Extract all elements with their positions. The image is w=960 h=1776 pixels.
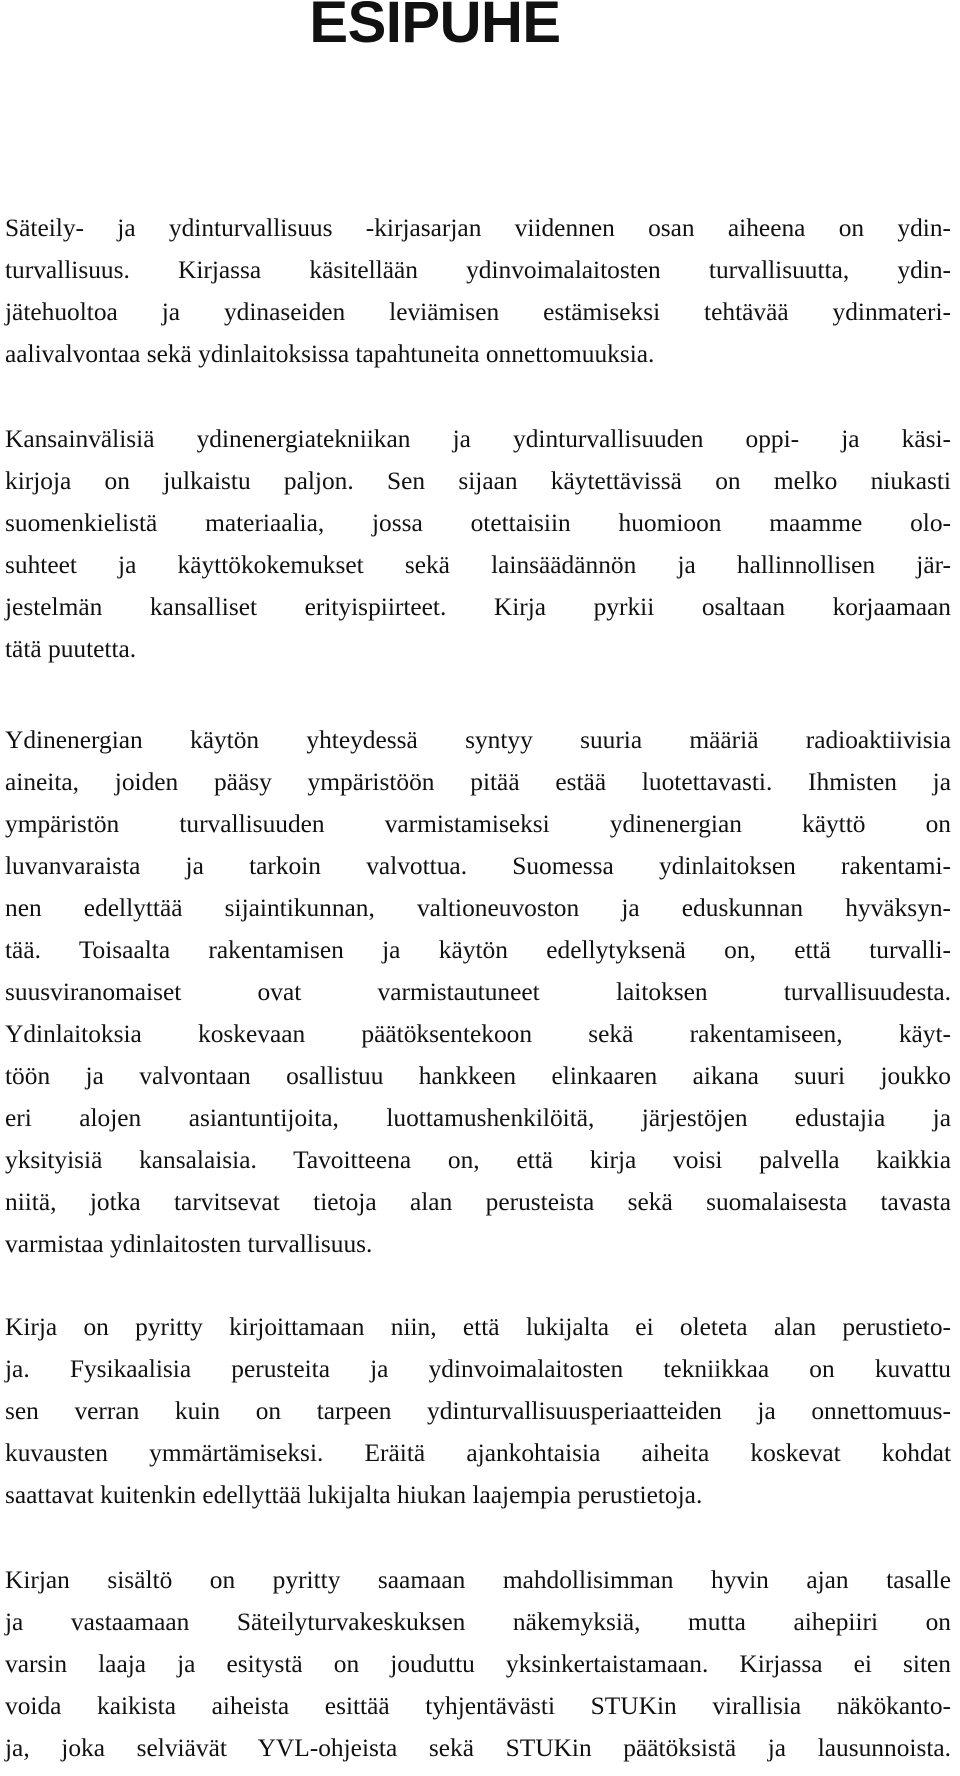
text-line: ja vastaamaan Säteilyturvakeskuksen näkemyksiä, mutta aihepiiri on	[5, 1608, 951, 1636]
text-line: sen verran kuin on tarpeen ydinturvallisuusperiaatteiden ja onnettomuus-	[5, 1397, 951, 1425]
paragraph-5	[5, 1559, 951, 1769]
text-line: tätä puutetta.	[5, 635, 137, 663]
text-line: Kirja on pyritty kirjoittamaan niin, että lukijalta ei oleteta alan perustieto-	[5, 1313, 951, 1341]
paragraph-2	[5, 418, 951, 670]
paragraph-4	[5, 1306, 951, 1516]
text-line: suusviranomaiset ovat varmistautuneet laitoksen turvallisuudesta.	[5, 978, 951, 1006]
text-line: aalivalvontaa sekä ydinlaitoksissa tapahtuneita onnettomuuksia.	[5, 340, 655, 368]
text-line: luvanvaraista ja tarkoin valvottua. Suomessa ydinlaitoksen rakentami-	[5, 852, 951, 880]
text-line: nen edellyttää sijaintikunnan, valtioneuvoston ja eduskunnan hyväksyn-	[5, 894, 951, 922]
text-line: ympäristön turvallisuuden varmistamiseksi ydinenergian käyttö on	[5, 810, 951, 838]
text-line: voida kaikista aiheista esittää tyhjentävästi STUKin virallisia näkökanto-	[5, 1692, 951, 1720]
text-line: jestelmän kansalliset erityispiirteet. Kirja pyrkii osaltaan korjaamaan	[5, 593, 951, 621]
paragraph-1	[5, 207, 951, 375]
text-line: suhteet ja käyttökokemukset sekä lainsäädännön ja hallinnollisen jär-	[5, 551, 951, 579]
text-line: kirjoja on julkaistu paljon. Sen sijaan käytettävissä on melko niukasti	[5, 467, 951, 495]
text-line: kuvausten ymmärtämiseksi. Eräitä ajankohtaisia aiheita koskevat kohdat	[5, 1439, 951, 1467]
text-line: Kansainvälisiä ydinenergiatekniikan ja ydinturvallisuuden oppi- ja käsi-	[5, 425, 951, 453]
text-line: Säteily- ja ydinturvallisuus -kirjasarjan viidennen osan aiheena on ydin-	[5, 214, 951, 242]
text-line: ja. Fysikaalisia perusteita ja ydinvoimalaitosten tekniikkaa on kuvattu	[5, 1355, 951, 1383]
text-line: saattavat kuitenkin edellyttää lukijalta hiukan laajempia perustietoja.	[5, 1481, 703, 1509]
text-line: ja, joka selviävät YVL-ohjeista sekä STUKin päätöksistä ja lausunnoista.	[5, 1734, 951, 1762]
text-line: varsin laaja ja esitystä on jouduttu yksinkertaistamaan. Kirjassa ei siten	[5, 1650, 951, 1678]
paragraph-3	[5, 719, 951, 1265]
text-line: niitä, jotka tarvitsevat tietoja alan perusteista sekä suomalaisesta tavasta	[5, 1188, 951, 1216]
text-line: Ydinlaitoksia koskevaan päätöksentekoon sekä rakentamiseen, käyt-	[5, 1020, 951, 1048]
text-line: aineita, joiden pääsy ympäristöön pitää estää luotettavasti. Ihmisten ja	[5, 768, 951, 796]
text-line: suomenkielistä materiaalia, jossa otettaisiin huomioon maamme olo-	[5, 509, 951, 537]
text-line: varmistaa ydinlaitosten turvallisuus.	[5, 1230, 373, 1258]
text-line: tää. Toisaalta rakentamisen ja käytön edellytyksenä on, että turvalli-	[5, 936, 951, 964]
page-title: ESIPUHE	[309, 0, 561, 55]
text-line: yksityisiä kansalaisia. Tavoitteena on, että kirja voisi palvella kaikkia	[5, 1146, 951, 1174]
text-line: töön ja valvontaan osallistuu hankkeen elinkaaren aikana suuri joukko	[5, 1062, 951, 1090]
text-line: eri alojen asiantuntijoita, luottamushenkilöitä, järjestöjen edustajia ja	[5, 1104, 951, 1132]
text-line: Ydinenergian käytön yhteydessä syntyy suuria määriä radioaktiivisia	[5, 726, 951, 754]
text-line: turvallisuus. Kirjassa käsitellään ydinvoimalaitosten turvallisuutta, ydin-	[5, 256, 951, 284]
text-line: jätehuoltoa ja ydinaseiden leviämisen estämiseksi tehtävää ydinmateri-	[5, 298, 951, 326]
text-line: Kirjan sisältö on pyritty saamaan mahdollisimman hyvin ajan tasalle	[5, 1566, 951, 1594]
